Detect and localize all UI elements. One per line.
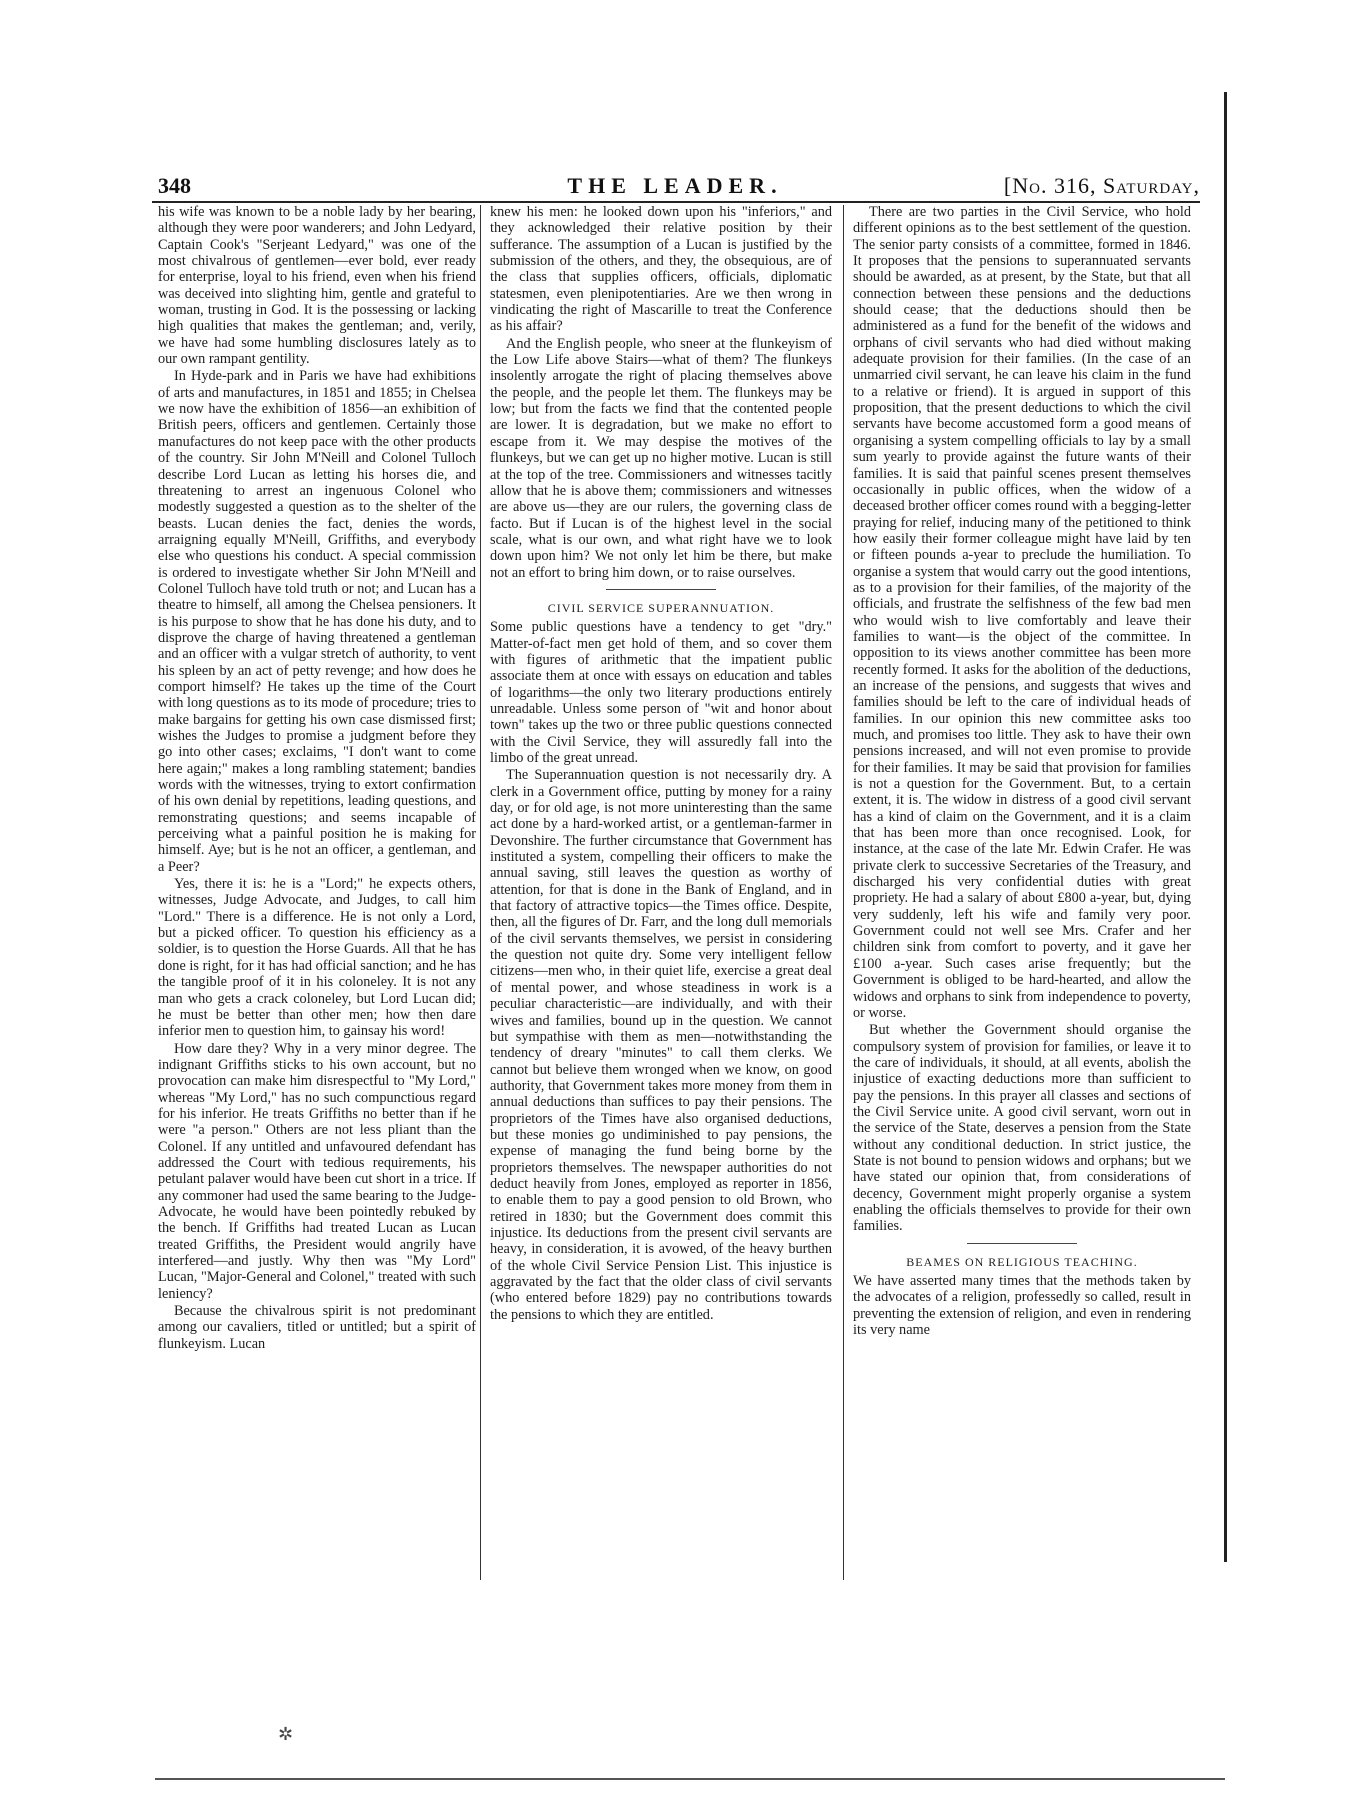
header-rule: [152, 201, 1200, 203]
paragraph: How dare they? Why in a very minor degree. The indignant Griffiths sticks to his own account, but no provocation can make him disrespectful to "My Lord," whereas "My Lord," has no such compunctious regard for his inferior. He treats Griffiths no better than if he were "a person." Others are not less pliant than the Colonel. If any untitled and unfavoured defendant has addressed the Court with tedious requirements, his petulant palaver would have been cut short in a trice. If any commoner had used the same bearing to the Judge-Advocate, he would have been pointedly rebuked by the bench. If Griffiths had treated Lucan as Lucan treated Griffiths, the President would angrily have interfered—and justly. Why then was "My Lord" Lucan, "Major-General and Colonel," treated with such leniency?: [158, 1040, 476, 1302]
issue-info: [No. 316, Saturday,: [1003, 173, 1200, 198]
section-title: CIVIL SERVICE SUPERANNUATION.: [547, 600, 775, 615]
paragraph: his wife was known to be a noble lady by her bearing, although they were poor wanderers; and John Ledyard, Captain Cook's "Serjeant Ledyard," was one of the most chivalrous of gentlemen—ever bold, ever ready for enterprise, loyal to his friend, even when his friend was deceived into slighting him, gentle and grateful to woman, trusting in God. It is the possessing or lacking high qualities that makes the gentleman; and, verily, we have had some humbling disclosures lately as to our own rampant gentility.: [158, 204, 476, 368]
page-edge-line: [1224, 92, 1227, 1562]
newspaper-title: THE LEADER.: [567, 173, 783, 198]
paragraph: But whether the Government should organise the compulsory system of provision for families, or leave it to the care of individuals, it should, at all events, abolish the injustice of exacting deductions more than sufficient to pay the pensions. In this prayer all classes and sections of the Civil Service unite. A good civil servant, worn out in the service of the State, deserves a pension from the State without any conditional deduction. In strict justice, the State is not bound to pension widows and orphans; but we have stated our opinion that, from considerations of decency, Government might properly organise a system enabling the officials themselves to provide for their own families.: [853, 1022, 1191, 1235]
paragraph: The Superannuation question is not necessarily dry. A clerk in a Government office, putting by money for a rainy day, or for old age, is not more uninteresting than the same act done by a hard-worked artist, or a gentleman-farmer in Devonshire. The further circumstance that Government has instituted a system, compelling their officers to make the annual saving, still leaves the question as worthy of attention, for that is done in the Bank of England, and in that factory of attractive topics—the Times office. Despite, then, all the figures of Dr. Farr, and the long dull memorials of the civil servants themselves, we persist in considering the question not quite dry. Some very intelligent fellow citizens—men who, in their quiet life, exercise a great deal of mental power, and whose steadiness in work is a peculiar characteristic—are individually, and with their wives and families, bound up in the question. We cannot but sympathise with them as men—notwithstanding the tendency of dreary "minutes" to call them clerks. We cannot but believe them wronged when we know, on good authority, that Government takes more money from them in annual deductions than suffices to pay their pensions. The proprietors of the Times have also organised deductions, but these monies go undiminished to pay pensions, the expense of managing the fund being borne by the proprietors themselves. The newspaper authorities do not deduct heavily from Jones, employed as reporter in 1856, to enable them to pay a good pension to old Brown, who retired in 1830; but the Government does commit this injustice. Its deductions from the present civil servants are heavy, in consideration, it is avowed, of the heavy burthen of the whole Civil Service Pension List. This injustice is aggravated by the fact that the older class of civil servants (who entered before 1829) pay no contributions towards the pensions to which they are entitled.: [490, 767, 832, 1323]
paragraph: Because the chivalrous spirit is not predominant among our cavaliers, titled or untitled; but a spirit of flunkeyism. Lucan: [158, 1303, 476, 1352]
column-2: [490, 204, 832, 1324]
paragraph: knew his men: he looked down upon his "inferiors," and they acknowledged their relative position by their sufferance. The assumption of a Lucan is justified by the submission of the others, and they, the obsequious, are of the class that supplies officers, officials, diplomatic statesmen, even plenipotentiaries. Are we then wrong in vindicating the right of Mascarille to treat the Conference as his affair?: [490, 204, 832, 335]
paragraph: Some public questions have a tendency to get "dry." Matter-of-fact men get hold of them, and so cover them with figures of arithmetic that the impatient public associate them at once with essays on education and tables of logarithms—the only two literary productions entirely unreadable. Unless some person of "wit and honor about town" takes up the two or three public questions connected with the Civil Service, they will assuredly fall into the limbo of the great unread.: [490, 619, 832, 766]
page-number: 348: [158, 173, 191, 198]
bottom-edge-line: [155, 1778, 1225, 1780]
section-rule: [606, 589, 716, 590]
paragraph: Yes, there it is: he is a "Lord;" he expects others, witnesses, Judge Advocate, and Judges, to call him "Lord." There is a difference. He is not only a Lord, but a picked officer. To question his efficiency as a soldier, is to question the Horse Guards. All that he has done is right, for it has had official sanction; and he has the tangible proof of it in his coloneley. It is not any man who gets a crack coloneley, but Lord Lucan did; he must be better than other men; how then dare inferior men to question him, to gainsay his word!: [158, 876, 476, 1040]
column-divider-2: [843, 205, 844, 1580]
ornament-icon: ✲: [278, 1724, 294, 1745]
paragraph: And the English people, who sneer at the flunkeyism of the Low Life above Stairs—what of them? The flunkeys insolently arrogate the right of placing themselves above the people, and the people let them. The flunkeys may be low; but from the facts we find that the contented people are lower. It is degradation, but we make no effort to escape from it. We may despise the motives of the flunkeys, but we can get up no higher motive. Lucan is still at the top of the tree. Commissioners and witnesses tacitly allow that he is above them; commissioners and witnesses are above us—they are our rulers, the governing class de facto. But if Lucan is of the highest level in the social scale, what is our own, and what right have we to look down upon him? We not only let him be there, but make not an effort to bring him down, or to raise ourselves.: [490, 335, 832, 581]
masthead: [150, 173, 1200, 197]
column-3: [853, 204, 1191, 1339]
column-divider-1: [480, 205, 481, 1580]
paragraph: In Hyde-park and in Paris we have had exhibitions of arts and manufactures, in 1851 and 1855; in Chelsea we now have the exhibition of 1856—an exhibition of British peers, officers and gentlemen. Certainly those manufactures do not keep pace with the other products of the country. Sir John M'Neill and Colonel Tulloch describe Lord Lucan as letting his horses die, and threatening to arrest an ingenuous Colonel who modestly suggested a question as to the shelter of the beasts. Lucan denies the fact, denies the words, arraigning equally M'Neill, Griffiths, and everybody else who questions his conduct. A special commission is ordered to investigate whether Sir John M'Neill and Colonel Tulloch have told truth or not; and Lucan has a theatre to himself, all among the Chelsea pensioners. It is his purpose to show that he has done his duty, and to disprove the charge of having threatened a gentleman and an officer with a vulgar stretch of authority, to vent his spleen by an act of petty revenge; and how does he comport himself? He takes up the time of the Court with long questions as to its mode of procedure; tries to make bargains for getting his own case dismissed first; wishes the Judges to promise a judgment before they go into other cases; exclaims, "I don't want to come here again;" makes a long rambling statement; bandies words with the witnesses, trying to extort confirmation of his own denial by repetitions, leading questions, and remonstrating questions; and seems incapable of perceiving what a painful position he is making for himself. Aye; but is he not an officer, a gentleman, and a Peer?: [158, 368, 476, 875]
paragraph: We have asserted many times that the methods taken by the advocates of a religion, professedly so called, result in preventing the extension of religion, and even in rendering its very name: [853, 1273, 1191, 1339]
section-rule: [967, 1243, 1077, 1244]
paragraph: There are two parties in the Civil Service, who hold different opinions as to the best settlement of the question. The senior party consists of a committee, formed in 1846. It proposes that the pensions to superannuated servants should be awarded, as at present, by the State, but that all connection between these pensions and the deductions should cease; that the deductions should then be administered as a fund for the benefit of the widows and orphans of civil servants who had died without making adequate provision for their families. (In the case of an unmarried civil servant, he can leave his claim in the fund to a relative or friend). It is argued in support of this proposition, that the present deductions to which the civil servants have become accustomed form a good means of organising a system compelling officials to lay by a small sum yearly to provide against the future wants of their families. It is said that painful scenes present themselves occasionally in public offices, when the widow of a deceased brother officer comes round with a begging-letter praying for relief, inducing many of the petitioned to think how easily their former colleague might have laid by ten or fifteen pounds a-year to preclude the humiliation. To organise a system that would carry out the good intentions, as to a provision for their families, of the majority of the officials, and frustrate the selfishness of the few bad men who would wish to live comfortably and leave their families to want—is the object of the committee. In opposition to its views another committee has been more recently formed. It asks for the abolition of the deductions, an increase of the pensions, and suggests that wives and families should be left to the care of individual heads of families. In our opinion this new committee asks too much, and promises too little. They ask to have their own pensions increased, and will not even promise to provide for their families. It may be said that provision for families is not a question for the Government. But, to a certain extent, it is. The widow in distress of a good civil servant has a kind of claim on the Government, and it is a claim that has been more than once recognised. Look, for instance, at the case of the late Mr. Edwin Crafer. He was private clerk to successive Secretaries of the Treasury, and discharged his very confidential duties with great propriety. He had a salary of about £800 a-year, but, dying very suddenly, left his wife and family very poor. Government could not well see Mrs. Crafer and her children sink from comfort to poverty, and it gave her £100 a-year. Such cases arise frequently; but the Government is obliged to be hard-hearted, and allow the widows and orphans to sink from independence to poverty, or worse.: [853, 204, 1191, 1021]
column-1: [158, 204, 476, 1353]
section-title: BEAMES ON RELIGIOUS TEACHING.: [906, 1254, 1138, 1269]
